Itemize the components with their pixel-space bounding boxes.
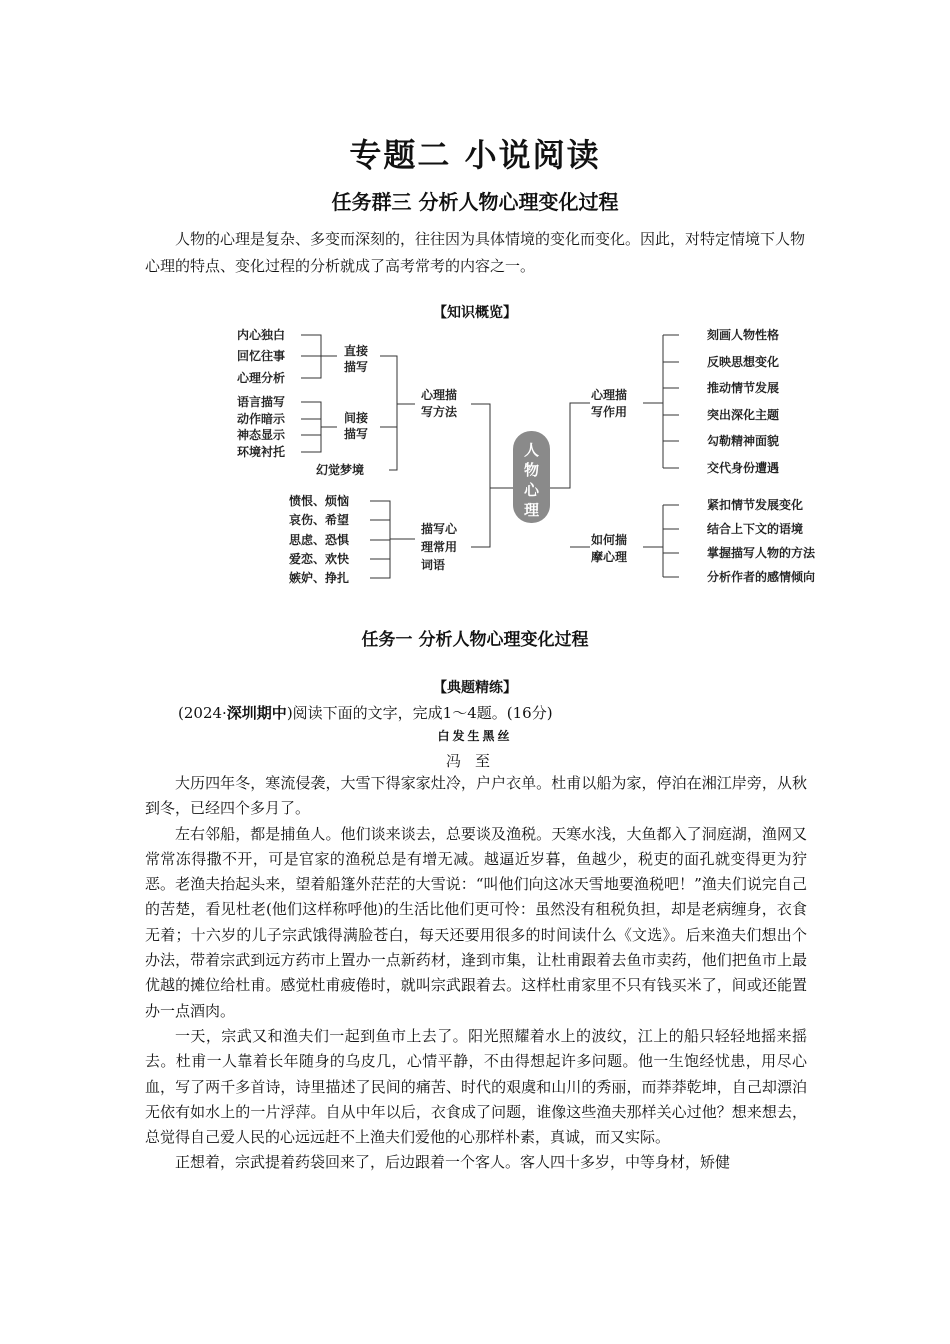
story-paragraph: 大历四年冬，寒流侵袭，大雪下得家家灶冷，户户衣单。杜甫以船为家，停泊在湘江岸旁，从秋到冬，已经四个多月了。	[145, 774, 807, 818]
direct-item-2: 回忆往事	[237, 349, 286, 363]
knowledge-overview-label: 【知识概览】	[433, 305, 517, 321]
story-body	[145, 771, 807, 1176]
center-char-4: 理	[523, 501, 540, 519]
knowledge-mindmap	[225, 318, 845, 590]
howto-label-2: 摩心理	[591, 550, 628, 564]
words-item-2: 哀伤、希望	[289, 513, 350, 527]
story-title: 白发生黑丝	[437, 729, 513, 743]
functions-label-1: 心理描	[591, 388, 628, 402]
indirect-item-1: 语言描写	[237, 395, 286, 409]
indirect-item-3: 神态显示	[237, 428, 286, 442]
direct-label-1: 直接	[344, 344, 369, 358]
functions-item-1: 刻画人物性格	[707, 328, 780, 342]
indirect-item-2: 动作暗示	[237, 412, 286, 426]
indirect-label-2: 描写	[344, 427, 369, 441]
functions-item-3: 推动情节发展	[707, 381, 780, 395]
functions-item-2: 反映思想变化	[707, 355, 780, 369]
functions-item-4: 突出深化主题	[707, 408, 780, 422]
story-paragraph: 一天，宗武又和渔夫们一起到鱼市上去了。阳光照耀着水上的波纹，江上的船只轻轻地摇来摇去。杜甫一人靠着长年随身的乌皮几，心情平静，不由得想起许多问题。他一生饱经忧患，用尽心血，写了两千多首诗，诗里描述了民间的痛苦、时代的艰虞和山川的秀丽，而莽莽乾坤，自己却漂泊无依有如水上的一片浮萍。自从中年以后，衣食成了问题，谁像这些渔夫那样关心过他？想来想去，总觉得自己爱人民的心远远赶不上渔夫们爱他的心那样朴素，真诚，而又实际。	[145, 1026, 807, 1147]
center-char-1: 人	[523, 441, 540, 459]
indirect-label-1: 间接	[344, 411, 369, 425]
howto-item-1: 紧扣情节发展变化	[707, 498, 804, 512]
practice-label: 【典题精练】	[433, 680, 517, 696]
story-paragraph: 正想着，宗武提着药袋回来了，后边跟着一个客人。客人四十多岁，中等身材，矫健	[175, 1153, 731, 1172]
source-suffix: )阅读下面的文字，完成1～4题。(16分)	[286, 704, 553, 722]
center-char-2: 物	[523, 461, 540, 479]
task-title: 任务一 分析人物心理变化过程	[361, 630, 589, 650]
direct-item-3: 心理分析	[237, 371, 286, 385]
story-author: 冯至	[445, 752, 504, 770]
question-source	[178, 702, 553, 723]
indirect-item-4: 环境衬托	[237, 445, 286, 459]
howto-label-1: 如何揣	[591, 533, 628, 547]
words-label-2: 理常用	[421, 540, 458, 554]
page-subtitle: 任务群三 分析人物心理变化过程	[331, 190, 619, 214]
illusion-label: 幻觉梦境	[316, 463, 365, 477]
howto-item-3: 掌握描写人物的方法	[707, 546, 816, 560]
direct-label-2: 描写	[344, 360, 369, 374]
page-title: 专题二 小说阅读	[349, 136, 601, 174]
words-item-1: 愤恨、烦恼	[289, 494, 350, 508]
howto-item-2: 结合上下文的语境	[707, 522, 804, 536]
words-item-4: 爱恋、欢快	[289, 552, 350, 566]
source-prefix: (2024·	[178, 704, 227, 722]
direct-item-1: 内心独白	[237, 328, 286, 342]
functions-label-2: 写作用	[591, 405, 628, 419]
methods-label-2: 写方法	[421, 405, 458, 419]
words-label-3: 词语	[421, 558, 446, 572]
methods-label-1: 心理描	[421, 388, 458, 402]
source-school: 深圳期中	[226, 704, 287, 722]
howto-item-4: 分析作者的感情倾向	[707, 570, 816, 584]
words-item-3: 思虑、恐惧	[289, 533, 350, 547]
story-paragraph: 左右邻船，都是捕鱼人。他们谈来谈去，总要谈及渔税。天寒水浅，大鱼都入了洞庭湖，渔网又常常冻得撒不开，可是官家的渔税总是有增无减。越逼近岁暮，鱼越少，税吏的面孔就变得更为狞恶。老渔夫抬起头来，望着船篷外茫茫的大雪说：“叫他们向这冰天雪地要渔税吧！”渔夫们说完自己的苦楚，看见杜老(他们这样称呼他)的生活比他们更可怜：虽然没有租税负担，却是老病缠身，衣食无着；十六岁的儿子宗武饿得满脸苍白，每天还要用很多的时间读什么《文选》。后来渔夫们想出个办法，带着宗武到远方药市上置办一点新药材，逢到市集，让杜甫跟着去鱼市卖药，他们把鱼市上最优越的摊位给杜甫。感觉杜甫疲倦时，就叫宗武跟着去。这样杜甫家里不只有钱买米了，间或还能置办一点酒肉。	[145, 824, 807, 1020]
intro-paragraph: 人物的心理是复杂、多变而深刻的，往往因为具体情境的变化而变化。因此，对特定情境下人物心理的特点、变化过程的分析就成了高考常考的内容之一。	[145, 230, 806, 275]
words-label-1: 描写心	[421, 522, 458, 536]
functions-item-6: 交代身份遭遇	[707, 461, 780, 475]
functions-item-5: 勾勒精神面貌	[707, 434, 780, 448]
words-item-5: 嫉妒、挣扎	[289, 571, 350, 585]
center-char-3: 心	[523, 481, 540, 499]
